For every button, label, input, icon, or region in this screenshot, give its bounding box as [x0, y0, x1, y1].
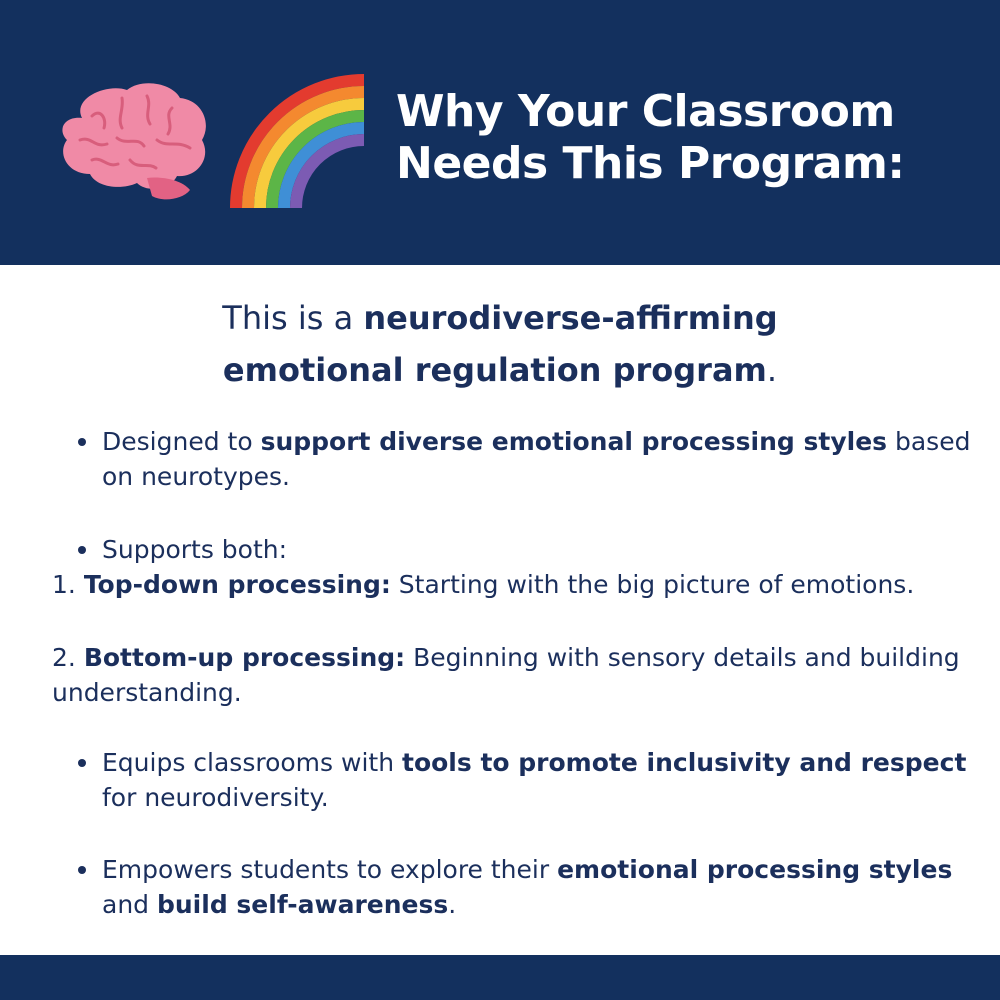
item-text: Starting with the big picture of emotions. — [390, 570, 915, 599]
item-bold: Bottom-up processing: — [83, 643, 406, 672]
bullet-text: for neurodiversity. — [102, 783, 329, 812]
bullet-bold: support diverse emotional processing styles — [260, 427, 888, 456]
title-line-1: Why Your Classroom — [396, 86, 895, 137]
bullet-text: and — [102, 890, 157, 919]
bullet-text: Supports both: — [102, 535, 288, 564]
rainbow-icon — [228, 72, 364, 208]
item-number: 2. — [52, 643, 84, 672]
item-bold: Top-down processing: — [83, 570, 391, 599]
intro-end: . — [766, 351, 778, 389]
bullet-bold: emotional processing styles — [557, 855, 953, 884]
bullet-text: Equips classrooms with — [102, 748, 402, 777]
bullet-text: Designed to — [102, 427, 261, 456]
intro-text: This is a — [222, 299, 364, 337]
numbered-item — [52, 567, 972, 602]
list-item — [102, 424, 972, 494]
bullet-bold: build self-awareness — [156, 890, 449, 919]
list-item — [102, 532, 972, 567]
brain-icon — [52, 78, 214, 208]
list-item — [102, 852, 972, 922]
bullet-text: based on neurotypes. — [102, 427, 971, 491]
page-title — [396, 86, 904, 190]
item-text: Beginning with sensory details and building understanding. — [52, 643, 960, 707]
intro-bold-2: emotional regulation program — [222, 351, 767, 389]
list-item — [102, 745, 972, 815]
bullet-bold: tools to promote inclusivity and respect — [402, 748, 967, 777]
title-line-2: Needs This Program: — [396, 138, 905, 189]
intro-statement — [0, 292, 1000, 396]
item-number: 1. — [52, 570, 84, 599]
intro-bold-1: neurodiverse-affirming — [363, 299, 778, 337]
numbered-item — [52, 640, 972, 710]
footer-banner — [0, 955, 1000, 1000]
bullet-text: . — [448, 890, 457, 919]
bullet-text: Empowers students to explore their — [102, 855, 558, 884]
